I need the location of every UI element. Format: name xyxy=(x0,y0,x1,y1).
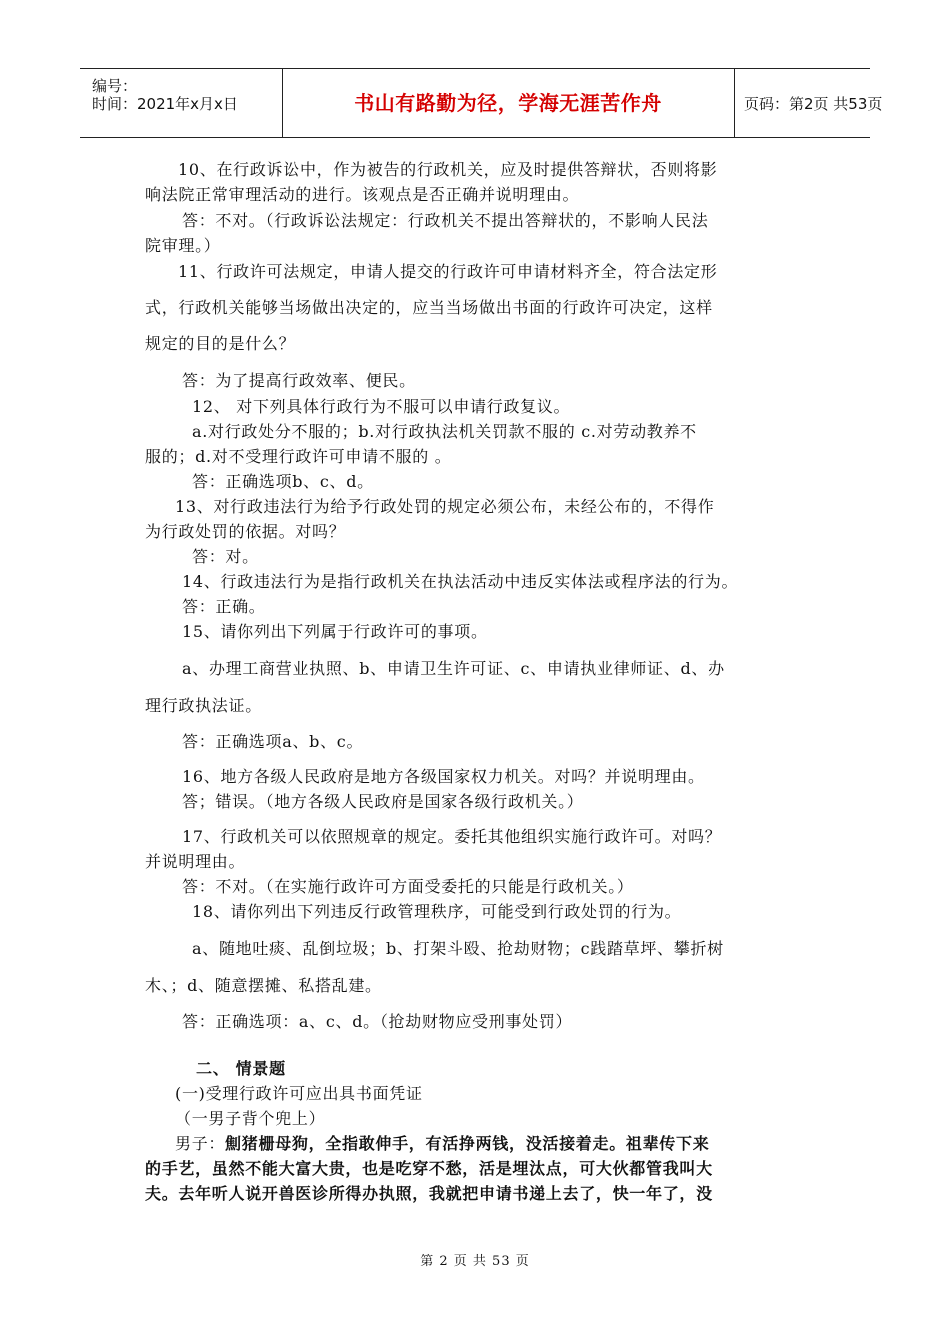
document-header xyxy=(80,68,883,138)
question-13-line-2: 为行政处罚的依据。对吗？ xyxy=(145,522,346,541)
question-18-options-1: a、随地吐痰、乱倒垃圾；b、打架斗殴、抢劫财物；c践踏草坪、攀折树 xyxy=(192,939,724,958)
header-page-cell xyxy=(734,69,883,137)
page-info: 页码：第2页 共53页 xyxy=(744,95,883,113)
page-footer: 第 2 页 共 53 页 xyxy=(420,1254,530,1269)
answer-17: 答：不对。（在实施行政许可方面受委托的只能是行政机关。） xyxy=(182,877,634,896)
question-12-options-2: 服的；d.对不受理行政许可申请不服的 。 xyxy=(145,447,452,466)
answer-13: 答：对。 xyxy=(192,547,259,566)
answer-10-line-1: 答：不对。（行政诉讼法规定：行政机关不提出答辩状的，不影响人民法 xyxy=(182,211,709,230)
question-12: 12、 对下列具体行政行为不服可以申请行政复议。 xyxy=(192,397,571,416)
dialogue-line-1 xyxy=(175,1133,709,1155)
answer-12: 答：正确选项b、c、d。 xyxy=(192,472,374,491)
question-11-line-1: 11、行政许可法规定，申请人提交的行政许可申请材料齐全，符合法定形 xyxy=(178,262,718,281)
question-18-options-2: 木、；d、随意摆摊、私搭乱建。 xyxy=(145,976,382,995)
dialogue-line-2: 的手艺，虽然不能大富大贵，也是吃穿不愁，活是埋汰点，可大伙都管我叫大 xyxy=(145,1159,713,1178)
header-left-cell xyxy=(80,69,283,137)
question-11-line-2: 式，行政机关能够当场做出决定的，应当当场做出书面的行政许可决定，这样 xyxy=(145,298,713,317)
question-15: 15、请你列出下列属于行政许可的事项。 xyxy=(182,622,488,641)
question-17-line-1: 17、行政机关可以依照规章的规定。委托其他组织实施行政许可。对吗？ xyxy=(182,827,722,846)
answer-15: 答：正确选项a、b、c。 xyxy=(182,732,364,751)
question-17-line-2: 并说明理由。 xyxy=(145,852,246,871)
section-heading: 二、 情景题 xyxy=(196,1059,286,1078)
question-12-options-1: a.对行政处分不服的；b.对行政执法机关罚款不服的 c.对劳动教养不 xyxy=(192,422,697,441)
scenario-title: (一)受理行政许可应出具书面凭证 xyxy=(175,1084,423,1103)
stage-direction: （一男子背个兜上） xyxy=(175,1109,326,1128)
answer-16: 答；错误。（地方各级人民政府是国家各级行政机关。） xyxy=(182,792,584,811)
question-10-line-2: 响法院正常审理活动的进行。该观点是否正确并说明理由。 xyxy=(145,185,580,204)
question-16: 16、地方各级人民政府是地方各级国家权力机关。对吗？并说明理由。 xyxy=(182,767,705,786)
dialogue-text-1: 劁猪栅母狗，全指敢伸手，有活挣两钱，没活接着走。祖辈传下来 xyxy=(225,1134,710,1153)
answer-11: 答：为了提高行政效率、便民。 xyxy=(182,371,416,390)
motto-text: 书山有路勤为径，学海无涯苦作舟 xyxy=(354,91,662,115)
dialogue-line-3: 夫。去年听人说开兽医诊所得办执照，我就把申请书递上去了，快一年了，没 xyxy=(145,1184,713,1203)
answer-14: 答：正确。 xyxy=(182,597,266,616)
question-11-line-3: 规定的目的是什么？ xyxy=(145,334,296,353)
question-15-options-2: 理行政执法证。 xyxy=(145,696,262,715)
question-10-line-1: 10、在行政诉讼中，作为被告的行政机关，应及时提供答辩状，否则将影 xyxy=(178,160,718,179)
header-motto-cell xyxy=(282,69,735,137)
question-13-line-1: 13、对行政违法行为给予行政处罚的规定必须公布，未经公布的，不得作 xyxy=(175,497,715,516)
question-14: 14、行政违法行为是指行政机关在执法活动中违反实体法或程序法的行为。 xyxy=(182,572,739,591)
number-label: 编号： xyxy=(92,77,138,95)
answer-18: 答：正确选项：a、c、d。（抢劫财物应受刑事处罚） xyxy=(182,1012,573,1031)
answer-10-line-2: 院审理。） xyxy=(145,236,221,255)
question-15-options-1: a、办理工商营业执照、b、申请卫生许可证、c、申请执业律师证、d、办 xyxy=(182,659,725,678)
question-18: 18、请你列出下列违反行政管理秩序，可能受到行政处罚的行为。 xyxy=(192,902,682,921)
speaker-label: 男子： xyxy=(175,1134,226,1153)
date-label: 时间：2021年x月x日 xyxy=(92,95,238,113)
